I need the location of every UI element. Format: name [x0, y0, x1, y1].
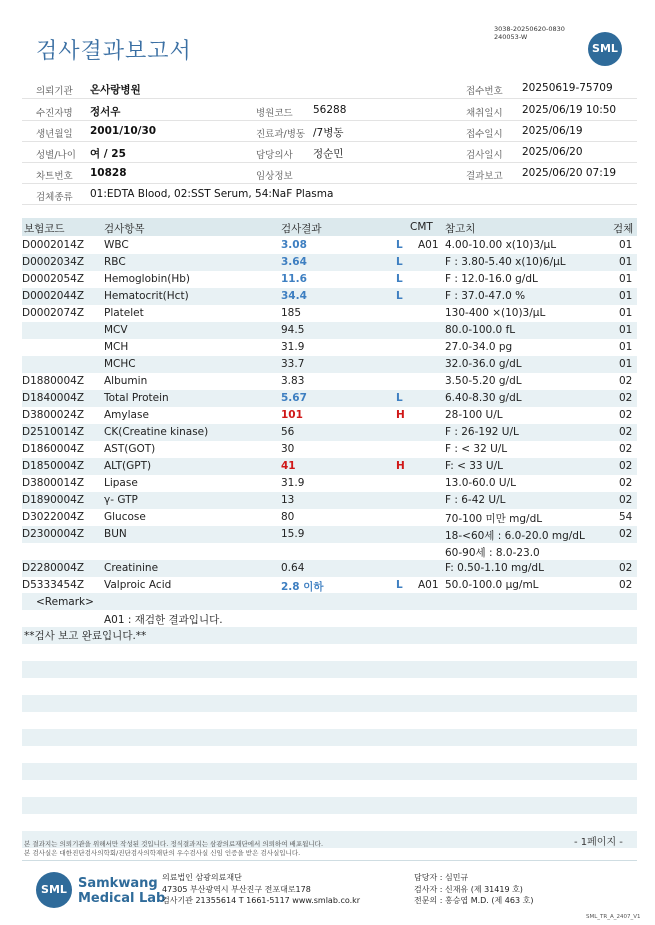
cell-result: 185: [281, 307, 302, 319]
cell-result: 2.8 이하: [281, 581, 324, 593]
cell-result: 30: [281, 443, 295, 455]
staff-line1: 담당자 : 심민규: [414, 873, 469, 882]
cell-spec: 01: [619, 256, 633, 268]
filler-row: [22, 593, 637, 610]
table-row: [22, 254, 637, 271]
cell-ref: 3.50-5.20 g/dL: [445, 375, 522, 387]
filler-row: [22, 695, 637, 712]
filler-row: [22, 661, 637, 678]
cell-spec: 02: [619, 460, 633, 472]
cell-code: D1880004Z: [22, 375, 85, 387]
cell-flag: H: [396, 460, 405, 472]
cell-name: Creatinine: [104, 562, 159, 574]
cell-code: D3022004Z: [22, 511, 85, 523]
cell-ref: 6.40-8.30 g/dL: [445, 392, 522, 404]
sex-age-label: 성별/나이: [36, 150, 76, 161]
report-id-code: [494, 25, 584, 41]
cell-name: Total Protein: [104, 392, 169, 404]
table-row: [22, 288, 637, 305]
dob-label: 생년월일: [36, 129, 73, 140]
chart-value: 10828: [90, 167, 127, 179]
cell-ref: F : 26-192 U/L: [445, 426, 519, 438]
cell-spec: 01: [619, 239, 633, 251]
cell-cmt: A01: [418, 579, 439, 591]
sex-age-value: 여 / 25: [90, 148, 126, 160]
footer-divider: [22, 860, 637, 861]
table-row: [22, 407, 637, 424]
table-row: [22, 305, 637, 322]
table-row: [22, 526, 637, 543]
info-row-hospital: [22, 78, 637, 99]
cell-spec: 02: [619, 477, 633, 489]
cell-result: 56: [281, 426, 295, 438]
lab-staff: [414, 872, 533, 907]
col-header-cmt: CMT: [410, 221, 433, 233]
footer-notice-line1: 본 결과지는 의뢰기관을 위해서만 작성된 것입니다. 정식결과지는 삼광의료재단에서 의뢰하여 배포됩니다.: [24, 840, 324, 848]
cell-code: D3800014Z: [22, 477, 85, 489]
info-row-name: [22, 100, 637, 121]
cell-result: 3.83: [281, 375, 305, 387]
dob-value: 2001/10/30: [90, 125, 157, 137]
cell-flag: L: [396, 239, 403, 251]
filler-row: [22, 763, 637, 780]
cell-name: γ- GTP: [104, 494, 138, 506]
cell-result: 31.9: [281, 341, 305, 353]
collect-value: 2025/06/19 10:50: [522, 104, 617, 116]
cell-ref: 4.00-10.00 x(10)3/μL: [445, 239, 557, 251]
cell-name: MCH: [104, 341, 129, 353]
cell-spec: 01: [619, 358, 633, 370]
info-row-dob: [22, 121, 637, 142]
addr-line1: 의료법인 삼광의료재단: [162, 873, 242, 882]
cell-ref: F: < 33 U/L: [445, 460, 504, 472]
cell-result: 3.64: [281, 256, 307, 268]
hosp-code-label: 병원코드: [256, 108, 293, 119]
cell-ref: 70-100 미만 mg/dL: [445, 513, 543, 525]
cell-flag: L: [396, 290, 403, 302]
dept-label: 진료과/병동: [256, 129, 306, 140]
brand-line1: Samkwang: [78, 876, 158, 891]
brand-line2: Medical Lab: [78, 891, 166, 906]
cell-code: D2280004Z: [22, 562, 85, 574]
cell-name: BUN: [104, 528, 127, 540]
receipt-date-label: 접수일시: [466, 129, 503, 140]
footer-notice-line2: 본 검사실은 대한진단검사의학회/진단검사의학재단의 우수검사실 신임 인증을 받은 검사실입니다.: [24, 849, 301, 857]
cell-spec: 01: [619, 307, 633, 319]
cell-spec: 01: [619, 341, 633, 353]
cell-spec: 01: [619, 273, 633, 285]
cell-name: Hematocrit(Hct): [104, 290, 189, 302]
table-row: [22, 577, 637, 594]
cell-name: ALT(GPT): [104, 460, 152, 472]
collect-label: 채취일시: [466, 108, 503, 119]
cell-name: Amylase: [104, 409, 149, 421]
cell-result: 0.64: [281, 562, 305, 574]
report-complete-text: **검사 보고 완료입니다.**: [24, 630, 147, 642]
cell-name: Platelet: [104, 307, 144, 319]
cell-ref: 60-90세 : 8.0-23.0: [445, 547, 540, 559]
table-row: [22, 441, 637, 458]
cell-result: 34.4: [281, 290, 307, 302]
hosp-code-value: 56288: [313, 104, 347, 116]
cell-code: D5333454Z: [22, 579, 85, 591]
cell-code: D0002014Z: [22, 239, 85, 251]
chart-label: 차트번호: [36, 171, 73, 182]
cell-flag: L: [396, 392, 403, 404]
staff-line3: 전문의 : 홍승엽 M.D. (제 463 호): [414, 896, 534, 905]
report-id-line1: 3038-20250620-0830: [494, 25, 565, 33]
hospital-label: 의뢰기관: [36, 86, 73, 97]
cell-ref: F : 3.80-5.40 x(10)6/μL: [445, 256, 566, 268]
cell-flag: L: [396, 256, 403, 268]
sml-footer-logo: SML: [36, 872, 72, 908]
col-header-name: 검사항목: [104, 223, 145, 235]
cell-ref: F : 37.0-47.0 %: [445, 290, 526, 302]
cell-result: 80: [281, 511, 295, 523]
name-label: 수진자명: [36, 108, 73, 119]
cell-result: 41: [281, 460, 296, 472]
cell-spec: 02: [619, 494, 633, 506]
cell-name: MCV: [104, 324, 128, 336]
doctor-label: 담당의사: [256, 150, 293, 161]
cell-result: 101: [281, 409, 303, 421]
cell-name: Hemoglobin(Hb): [104, 273, 191, 285]
cell-code: D1860004Z: [22, 443, 85, 455]
receipt-no-value: 20250619-75709: [522, 82, 613, 94]
cell-code: D0002044Z: [22, 290, 85, 302]
cell-code: D1850004Z: [22, 460, 85, 472]
cell-name: AST(GOT): [104, 443, 156, 455]
cell-ref: 32.0-36.0 g/dL: [445, 358, 522, 370]
footer-notice: [24, 840, 424, 858]
cell-spec: 02: [619, 409, 633, 421]
cell-ref: F : 6-42 U/L: [445, 494, 506, 506]
addr-line3: 검사기관 21355614 T 1661-5117 www.smlab.co.kr: [162, 896, 361, 905]
table-row: [22, 271, 637, 288]
specimen-value: 01:EDTA Blood, 02:SST Serum, 54:NaF Plasma: [90, 188, 334, 200]
cell-code: D1890004Z: [22, 494, 85, 506]
test-date-value: 2025/06/20: [522, 146, 583, 158]
cell-name: MCHC: [104, 358, 136, 370]
cell-spec: 02: [619, 392, 633, 404]
cell-ref: 13.0-60.0 U/L: [445, 477, 516, 489]
cell-result: 13: [281, 494, 295, 506]
table-row: [22, 390, 637, 407]
table-row: [22, 356, 637, 373]
cell-name: CK(Creatine kinase): [104, 426, 209, 438]
cell-ref: 18-<60세 : 6.0-20.0 mg/dL: [445, 530, 585, 542]
results-table-header: [22, 218, 637, 236]
cell-name: Albumin: [104, 375, 148, 387]
cell-spec: 54: [619, 511, 633, 523]
table-row: [22, 322, 637, 339]
form-code: SML_TR_A_2407_V1: [586, 914, 641, 920]
cell-ref: 28-100 U/L: [445, 409, 503, 421]
table-row: [22, 237, 637, 254]
cell-flag: H: [396, 409, 405, 421]
cell-code: D3800024Z: [22, 409, 85, 421]
cell-result: 33.7: [281, 358, 305, 370]
cell-result: 5.67: [281, 392, 307, 404]
cell-spec: 01: [619, 324, 633, 336]
cell-ref: 27.0-34.0 pg: [445, 341, 513, 353]
col-header-code: 보험코드: [24, 223, 65, 235]
cell-spec: 02: [619, 579, 633, 591]
info-row-chart: [22, 163, 637, 184]
table-row: [22, 373, 637, 390]
filler-row: [22, 797, 637, 814]
staff-line2: 검사자 : 신재유 (제 31419 호): [414, 884, 523, 894]
cell-spec: 01: [619, 290, 633, 302]
remark-label: <Remark>: [36, 596, 94, 608]
filler-row: [22, 729, 637, 746]
table-row: [22, 543, 637, 560]
cell-spec: 02: [619, 426, 633, 438]
cell-ref: 130-400 ×(10)3/μL: [445, 307, 546, 319]
specimen-label: 검체종류: [36, 192, 73, 203]
report-value: 2025/06/20 07:19: [522, 167, 617, 179]
info-row-specimen: [22, 184, 637, 205]
cell-flag: L: [396, 273, 403, 285]
cell-code: D1840004Z: [22, 392, 85, 404]
dept-value: /7병동: [313, 127, 344, 139]
brand-name: [78, 876, 165, 906]
receipt-date-value: 2025/06/19: [522, 125, 583, 137]
remark-text: A01 : 재검한 결과입니다.: [104, 614, 223, 626]
cell-name: RBC: [104, 256, 126, 268]
clinical-label: 임상정보: [256, 171, 293, 182]
addr-line2: 47305 부산광역시 부산진구 전포대로178: [162, 884, 311, 894]
col-header-spec: 검체: [613, 223, 634, 235]
page-number: - 1페이지 -: [574, 837, 623, 848]
table-row: [22, 560, 637, 577]
doctor-value: 정순민: [313, 148, 344, 160]
cell-name: Glucose: [104, 511, 146, 523]
name-value: 정서우: [90, 106, 121, 118]
cell-ref: 80.0-100.0 fL: [445, 324, 516, 336]
sml-logo: SML: [588, 32, 622, 66]
test-date-label: 검사일시: [466, 150, 503, 161]
lab-address: [162, 872, 360, 907]
table-row: [22, 492, 637, 509]
cell-cmt: A01: [418, 239, 439, 251]
table-row: [22, 458, 637, 475]
report-title: 검사결과보고서: [36, 39, 192, 64]
cell-code: D0002034Z: [22, 256, 85, 268]
cell-flag: L: [396, 579, 403, 591]
col-header-ref: 참고치: [445, 223, 476, 235]
info-row-sex-age: [22, 142, 637, 163]
cell-name: Lipase: [104, 477, 138, 489]
cell-spec: 02: [619, 375, 633, 387]
cell-spec: 02: [619, 443, 633, 455]
cell-result: 15.9: [281, 528, 305, 540]
report-label: 결과보고: [466, 171, 503, 182]
receipt-no-label: 접수번호: [466, 86, 503, 97]
cell-code: D0002054Z: [22, 273, 85, 285]
cell-result: 3.08: [281, 239, 307, 251]
hospital-value: 온사랑병원: [90, 84, 141, 96]
cell-name: Valproic Acid: [104, 579, 172, 591]
cell-code: D2510014Z: [22, 426, 85, 438]
cell-name: WBC: [104, 239, 129, 251]
table-row: [22, 475, 637, 492]
table-row: [22, 339, 637, 356]
cell-result: 94.5: [281, 324, 305, 336]
cell-spec: 02: [619, 528, 633, 540]
cell-result: 31.9: [281, 477, 305, 489]
cell-spec: 02: [619, 562, 633, 574]
col-header-result: 검사결과: [281, 223, 322, 235]
table-row: [22, 509, 637, 526]
cell-ref: F: 0.50-1.10 mg/dL: [445, 562, 544, 574]
cell-code: D2300004Z: [22, 528, 85, 540]
cell-code: D0002074Z: [22, 307, 85, 319]
report-id-line2: 240053-W: [494, 33, 528, 41]
cell-ref: F : < 32 U/L: [445, 443, 508, 455]
table-row: [22, 424, 637, 441]
cell-ref: F : 12.0-16.0 g/dL: [445, 273, 538, 285]
cell-result: 11.6: [281, 273, 307, 285]
cell-ref: 50.0-100.0 μg/mL: [445, 579, 539, 591]
